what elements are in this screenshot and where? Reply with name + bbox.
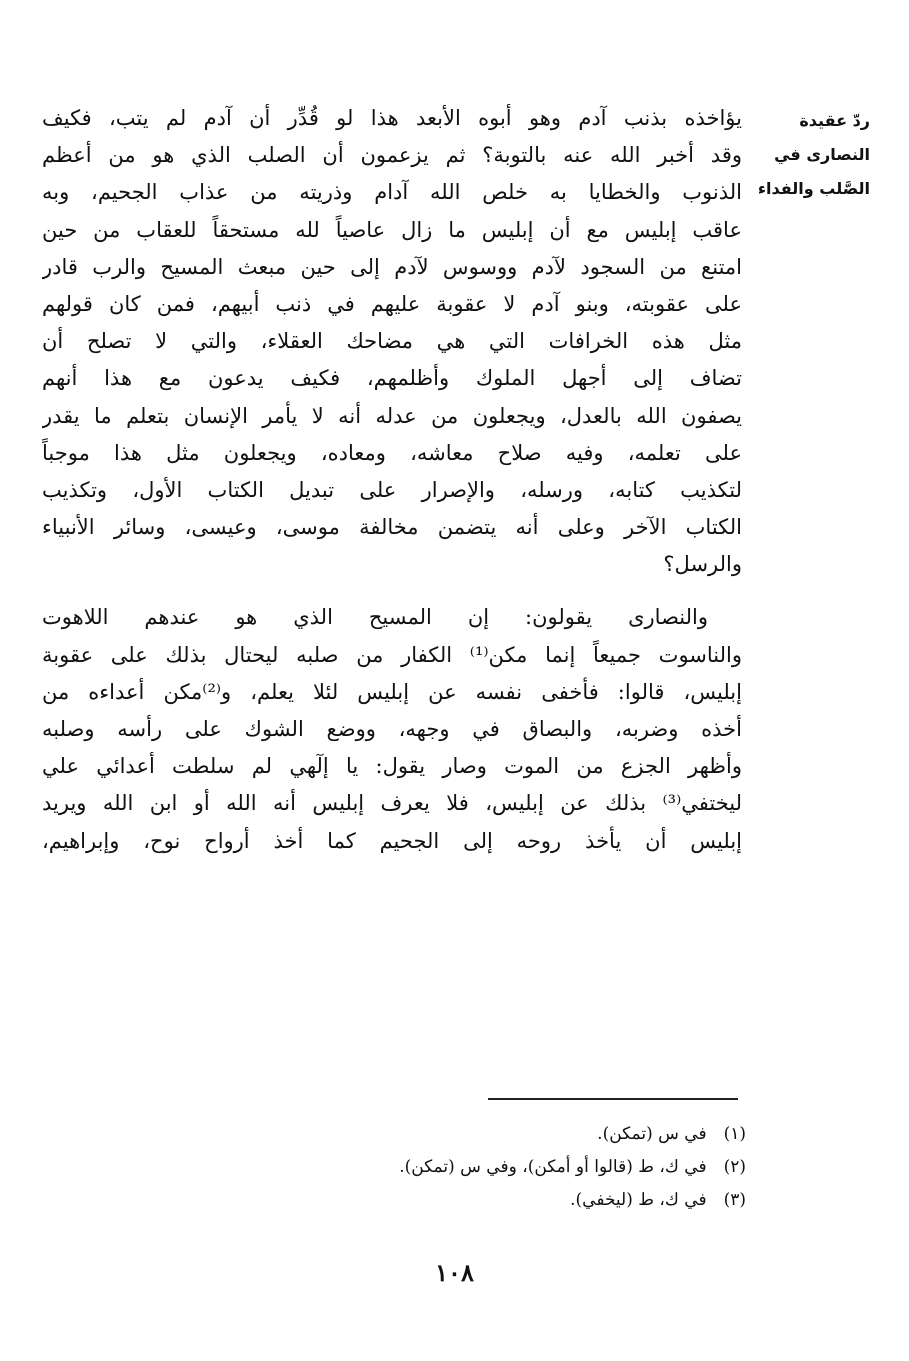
footnote-text: في س (تمكن).: [597, 1124, 707, 1144]
margin-heading-line: النصارى في: [774, 145, 870, 164]
text-line: لتكذيب كتابه، ورسله، والإصرار على تبديل الكتاب الأول، وتكذيب: [42, 477, 742, 502]
text-line: على تعلمه، وفيه صلاح معاشه، ومعاده، ويجعلون مثل هذا موجباً: [42, 440, 742, 465]
footnote-1: [300, 1118, 746, 1151]
text-line: الذنوب والخطايا به خلص الله آدام وذريته من عذاب الجحيم، وبه: [42, 180, 742, 205]
text-line: وأظهر الجزع من الموت وصار يقول: يا إلٓهي لم سلطت أعدائي علي: [42, 754, 742, 779]
footnote-text: في ك، ط (ليخفي).: [570, 1190, 707, 1210]
text-line: ليختفي⁽³⁾ بذلك عن إبليس، فلا يعرف إبليس أنه الله أو ابن الله ويريد: [42, 791, 742, 816]
footnote-number: (٣): [723, 1190, 746, 1210]
text-line: والناسوت جميعاً إنما مكن⁽¹⁾ الكفار من صلبه ليحتال بذلك على عقوبة: [42, 642, 742, 667]
text-line: مثل هذه الخرافات التي هي مضاحك العقلاء، والتي لا تصلح أن: [42, 329, 742, 354]
margin-heading: [757, 104, 870, 206]
margin-heading-line: ردّ عقيدة: [799, 111, 870, 130]
text-line: وقد أخبر الله عنه بالتوبة؟ ثم يزعمون أن الصلب الذي هو من أعظم: [42, 143, 742, 168]
paragraph-1: [42, 100, 742, 583]
footnotes: [300, 1118, 746, 1217]
footnote-2: [300, 1151, 746, 1184]
footnote-3: [300, 1184, 746, 1217]
footnote-number: (٢): [723, 1157, 746, 1177]
footnote-text: في ك، ط (قالوا أو أمكن)، وفي س (تمكن).: [399, 1157, 707, 1177]
footnote-separator: [488, 1098, 738, 1100]
page-number: ١٠٨: [435, 1258, 474, 1287]
main-text: [42, 100, 742, 860]
text-line: امتنع من السجود لآدم ووسوس لآدم إلى حين مبعث المسيح والرب قادر: [42, 254, 742, 279]
text-line: يصفون الله بالعدل، ويجعلون من عدله أنه لا يأمر الإنسان بتعلم ما يقدر: [42, 403, 742, 428]
text-line: إبليس أن يأخذ روحه إلى الجحيم كما أخذ أرواح نوح، وإبراهيم،: [42, 828, 742, 853]
paragraph-gap: [42, 583, 742, 599]
text-line: أخذه وضربه، والبصاق في وجهه، ووضع الشوك على رأسه وصلبه: [42, 717, 742, 741]
text-line: يؤاخذه بذنب آدم وهو أبوه الأبعد هذا لو قُدِّر أن آدم لم يتب، فكيف: [42, 106, 742, 130]
margin-heading-line: الصَّلب والفداء: [757, 179, 870, 198]
text-line: إبليس، قالوا: فأخفى نفسه عن إبليس لئلا يعلم، و⁽²⁾مكن أعداءه من: [42, 679, 742, 704]
text-line: على عقوبته، وبنو آدم لا عقوبة عليهم في ذنب أبيهم، فمن كان قولهم: [42, 291, 742, 316]
text-line: عاقب إبليس مع أن إبليس ما زال عاصياً لله مستحقاً للعقاب من حين: [42, 217, 742, 242]
paragraph-2: [42, 599, 742, 859]
text-line: والنصارى يقولون: إن المسيح الذي هو عندهم اللاهوت: [42, 605, 708, 630]
footnote-number: (١): [723, 1124, 746, 1144]
text-line: والرسل؟: [663, 552, 742, 577]
text-line: الكتاب الآخر وعلى أنه يتضمن مخالفة موسى، وعيسى، وسائر الأنبياء: [42, 515, 742, 540]
text-line: تضاف إلى أجهل الملوك وأظلمهم، فكيف يدعون مع هذا أنهم: [42, 366, 742, 391]
